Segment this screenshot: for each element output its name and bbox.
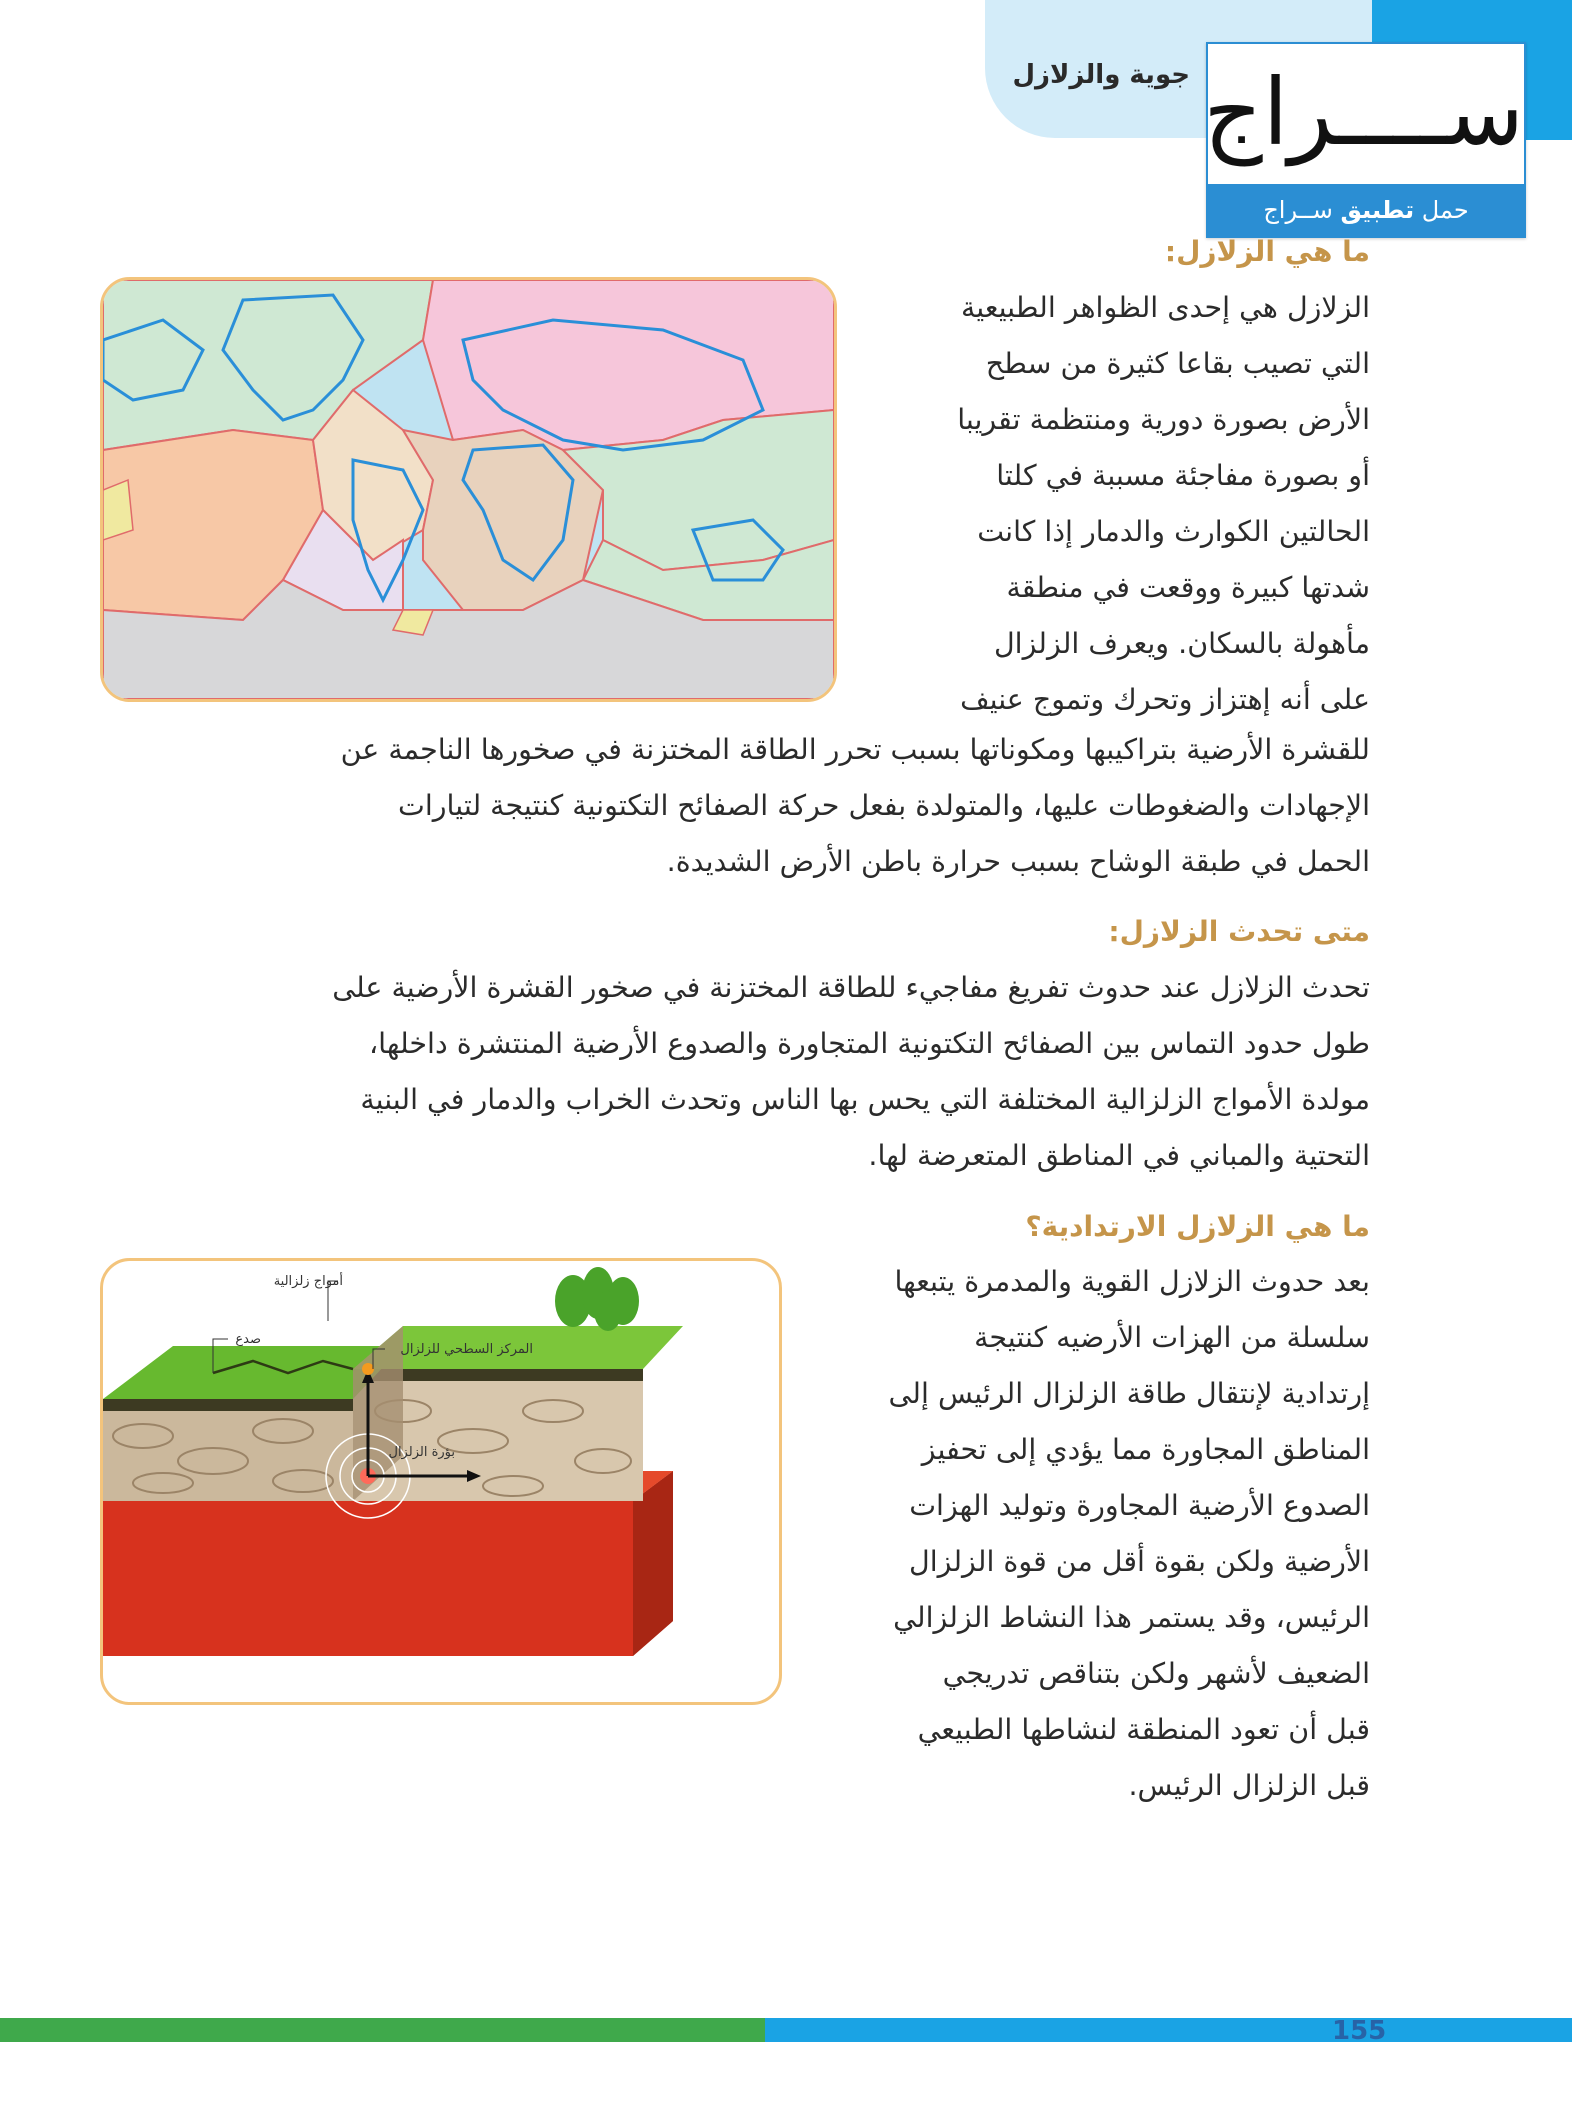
paragraph-line: المناطق المجاورة مما يؤدي إلى تحفيز [921, 1433, 1370, 1466]
paragraph-line: تحدث الزلازل عند حدوث تفريغ مفاجيء للطاقة المختزنة في صخور القشرة الأرضية على [332, 971, 1370, 1004]
chapter-title: جوية والزلازل [1012, 60, 1190, 90]
section2-text [200, 960, 1370, 1184]
paragraph-line: التي تصيب بقاعا كثيرة من سطح [985, 347, 1370, 380]
earthquake-block-graphic [103, 1261, 779, 1702]
paragraph-line: الرئيس، وقد يستمر هذا النشاط الزلزالي [893, 1601, 1370, 1634]
paragraph-line: سلسلة من الهزات الأرضيه كنتيجة [974, 1321, 1370, 1354]
paragraph-line: الزلازل هي إحدى الظواهر الطبيعية [960, 291, 1370, 324]
tectonic-plates-map [100, 277, 837, 702]
label-fault: صدع [235, 1332, 261, 1347]
siraj-logo[interactable] [1203, 42, 1526, 238]
label-focus: بؤرة الزلزال [388, 1445, 455, 1460]
label-seismic-waves: أمواج زلزالية [273, 1274, 343, 1289]
paragraph-line: الحمل في طبقة الوشاح بسبب حرارة باطن الأرض الشديدة. [666, 845, 1370, 878]
world-map-graphic [103, 280, 834, 699]
heading-when-earthquakes-occur: متى تحدث الزلازل: [1108, 915, 1370, 948]
section3-text [810, 1254, 1370, 1814]
paragraph-line: مأهولة بالسكان. ويعرف الزلزال [993, 627, 1370, 660]
logo-tagline [1208, 184, 1524, 236]
logo-tagline-prefix: حمل [1421, 196, 1469, 224]
paragraph-line: الإجهادات والضغوطات عليها، والمتولدة بفعل حركة الصفائح التكتونية كنتيجة لتيارات [398, 789, 1370, 822]
paragraph-line: إرتدادية لإنتقال طاقة الزلزال الرئيس إلى [888, 1377, 1370, 1410]
section1-wrapped-text [865, 280, 1370, 728]
section1-full-text [200, 722, 1370, 890]
paragraph-line: قبل الزلزال الرئيس. [1128, 1769, 1370, 1802]
paragraph-line: طول حدود التماس بين الصفائح التكتونية المتجاورة والصدوع الأرضية المنتشرة داخلها، [368, 1027, 1370, 1060]
label-epicenter: المركز السطحي للزلزال [400, 1342, 533, 1357]
footer-bar-green [0, 2018, 765, 2042]
paragraph-line: الأرض بصورة دورية ومنتظمة تقريبا [957, 403, 1370, 436]
heading-what-are-earthquakes: ما هي الزلازل: [1164, 235, 1370, 268]
paragraph-line: شدتها كبيرة ووقعت في منطقة [1006, 571, 1370, 604]
logo-tagline-bold: تطبيق [1340, 196, 1415, 224]
paragraph-line: التحتية والمباني في المناطق المتعرضة لها. [868, 1139, 1370, 1172]
paragraph-line: للقشرة الأرضية بتراكيبها ومكوناتها بسبب تحرر الطاقة المختزنة في صخورها الناجمة عن [340, 733, 1370, 766]
paragraph-line: قبل أن تعود المنطقة لنشاطها الطبيعي [917, 1713, 1370, 1746]
paragraph-line: على أنه إهتزاز وتحرك وتموج عنيف [960, 683, 1370, 716]
paragraph-line: أو بصورة مفاجئة مسببة في كلتا [996, 459, 1370, 492]
page-number: 155 [1332, 2016, 1387, 2046]
paragraph-line: الأرضية ولكن بقوة أقل من قوة الزلزال [909, 1545, 1370, 1578]
footer-bar-blue [765, 2018, 1572, 2042]
paragraph-line: بعد حدوث الزلازل القوية والمدمرة يتبعها [894, 1265, 1370, 1298]
paragraph-line: الضعيف لأشهر ولكن بتناقص تدريجي [942, 1657, 1370, 1690]
paragraph-line: الحالتين الكوارث والدمار إذا كانت [977, 515, 1370, 548]
earthquake-diagram [100, 1258, 782, 1705]
logo-wordmark: ســــراج [1203, 59, 1524, 166]
paragraph-line: الصدوع الأرضية المجاورة وتوليد الهزات [909, 1489, 1370, 1522]
heading-aftershocks: ما هي الزلازل الارتدادية؟ [1025, 1210, 1370, 1243]
paragraph-line: مولدة الأمواج الزلزالية المختلفة التي يحس بها الناس وتحدث الخراب والدمار في البنية [360, 1083, 1370, 1116]
logo-tagline-suffix: ســراج [1263, 196, 1333, 224]
